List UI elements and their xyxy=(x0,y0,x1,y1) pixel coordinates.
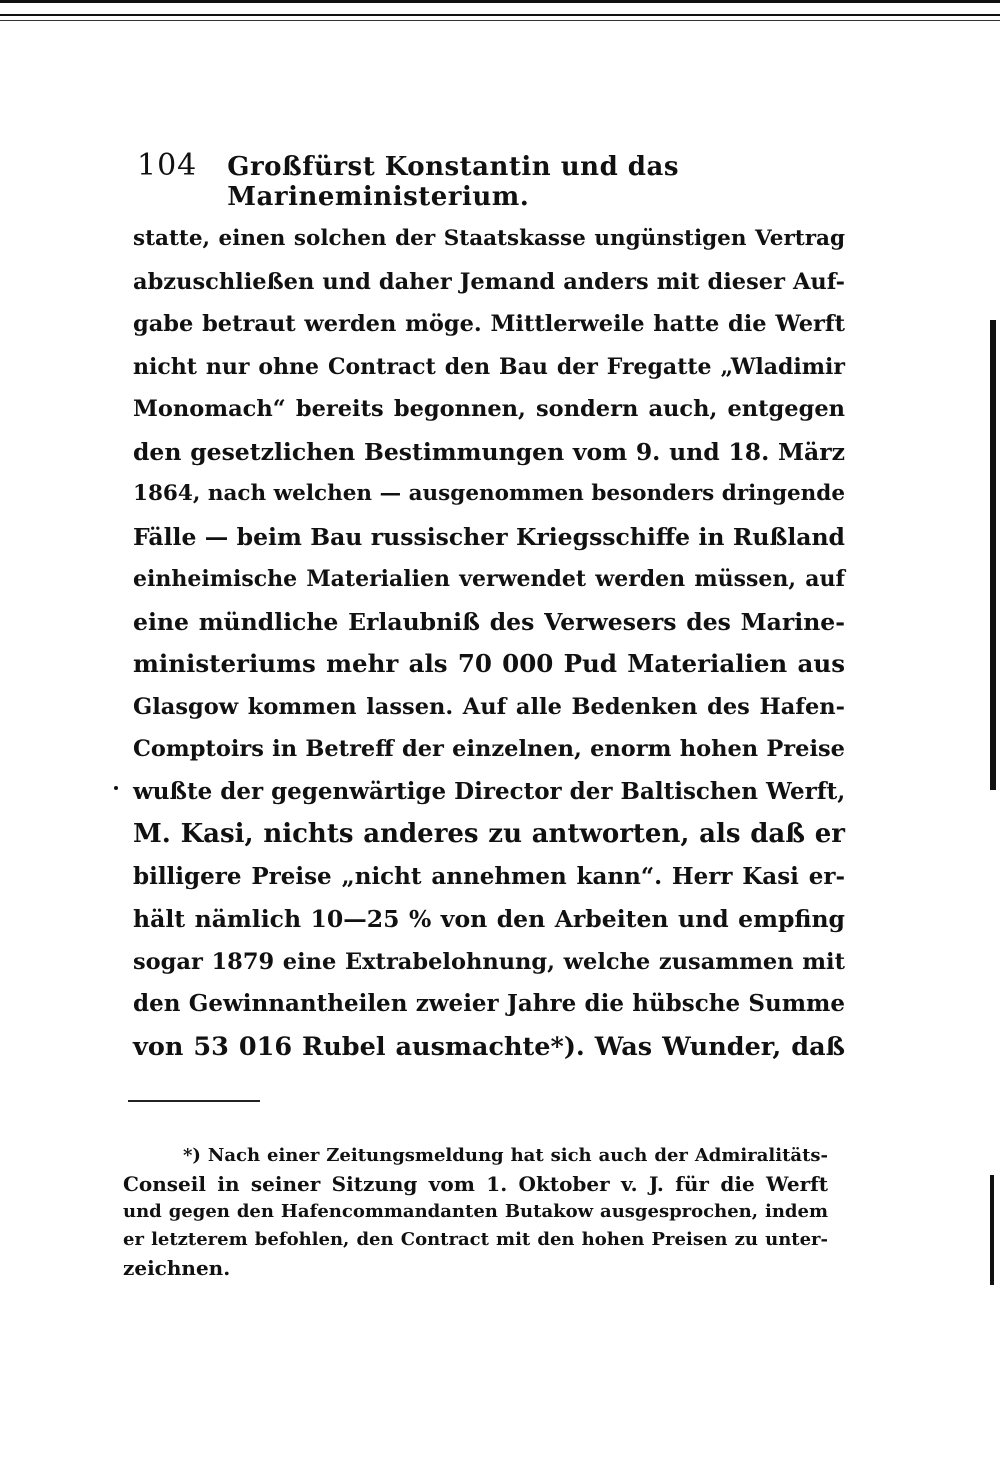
body-line: abzuschließen und daher Jemand anders mit dieser Auf- xyxy=(133,268,845,295)
footnote-line: er letzterem befohlen, den Contract mit den hohen Preisen zu unter- xyxy=(123,1229,828,1250)
body-line: sogar 1879 eine Extrabelohnung, welche zusammen mit xyxy=(133,948,845,975)
body-line: einheimische Materialien verwendet werden müssen, auf xyxy=(133,566,845,592)
top-thin-rule xyxy=(0,20,1000,21)
footnote-line: Conseil in seiner Sitzung vom 1. Oktober v. J. für die Werft xyxy=(123,1172,828,1196)
top-border-rule xyxy=(0,0,1000,16)
body-line: billigere Preise „nicht annehmen kann“. Herr Kasi er- xyxy=(133,862,845,890)
footnote-line: zeichnen. xyxy=(123,1256,231,1280)
body-line: 1864, nach welchen — ausgenommen besonders dringende xyxy=(133,481,845,506)
body-line: den Gewinnantheilen zweier Jahre die hübsche Summe xyxy=(133,990,845,1017)
body-line: Comptoirs in Betreff der einzelnen, enorm hohen Preise xyxy=(133,736,845,762)
running-header xyxy=(137,148,837,212)
body-line: statte, einen solchen der Staatskasse ungünstigen Vertrag xyxy=(133,226,845,251)
body-line: Monomach“ bereits begonnen, sondern auch, entgegen xyxy=(133,396,845,422)
body-line: M. Kasi, nichts anderes zu antworten, als daß er xyxy=(133,819,845,849)
body-line: den gesetzlichen Bestimmungen vom 9. und 18. März xyxy=(133,437,845,466)
footnote xyxy=(123,1142,828,1282)
body-line: Fälle — beim Bau russischer Kriegsschiffe in Rußland xyxy=(133,522,845,551)
page-number: 104 xyxy=(137,148,198,183)
body-line: hält nämlich 10—25 % von den Arbeiten und empfing xyxy=(133,905,845,933)
body-line: eine mündliche Erlaubniß des Verwesers des Marine- xyxy=(133,607,845,636)
body-line: nicht nur ohne Contract den Bau der Fregatte „Wladimir xyxy=(133,353,845,380)
body-line: von 53 016 Rubel ausmachte*). Was Wunder, daß xyxy=(133,1031,845,1062)
body-line: ministeriums mehr als 70 000 Pud Materialien aus xyxy=(133,649,845,678)
footnote-line: *) Nach einer Zeitungsmeldung hat sich auch der Admiralitäts- xyxy=(183,1145,828,1166)
body-line: gabe betraut werden möge. Mittlerweile hatte die Werft xyxy=(133,311,845,337)
running-title: Großfürst Konstantin und das Marineministerium. xyxy=(227,152,679,212)
footnote-line: und gegen den Hafencommandanten Butakow ausgesprochen, indem xyxy=(123,1201,828,1222)
body-line: Glasgow kommen lassen. Auf alle Bedenken des Hafen- xyxy=(133,693,845,720)
margin-speck xyxy=(114,786,118,790)
body-text xyxy=(133,218,845,1068)
binding-edge-mark xyxy=(990,320,996,790)
binding-edge-mark-lower xyxy=(990,1175,994,1285)
footnote-separator xyxy=(128,1100,260,1102)
body-line: wußte der gegenwärtige Director der Baltischen Werft, xyxy=(133,777,846,805)
